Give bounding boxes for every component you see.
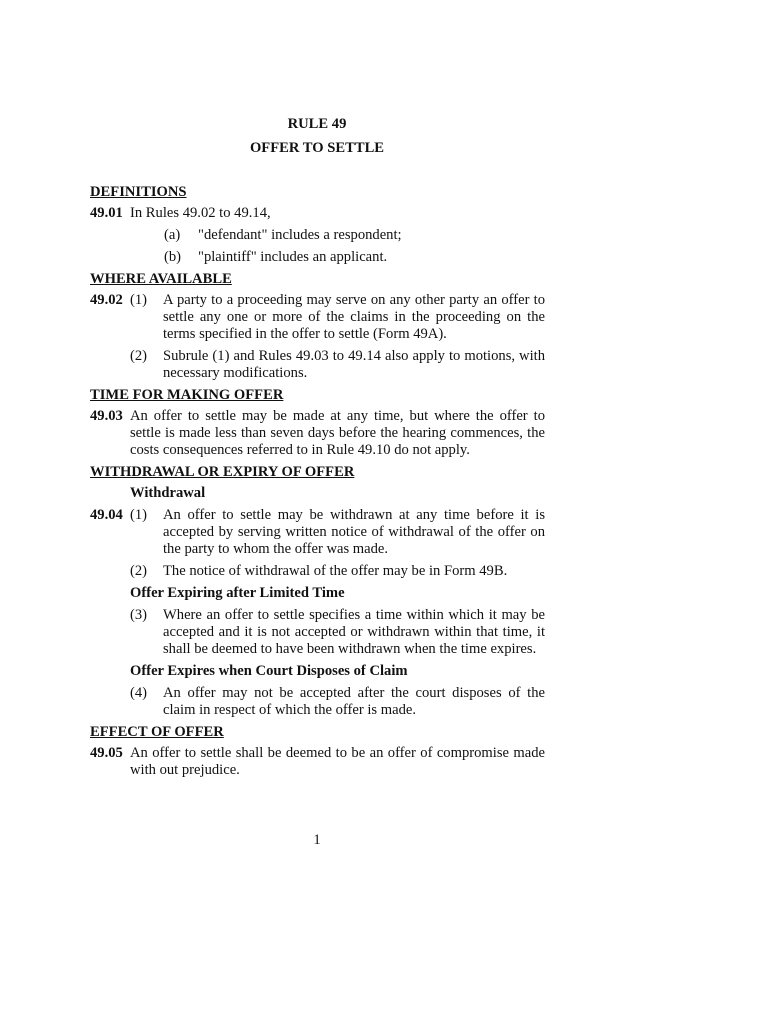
rule-49-04-2 bbox=[90, 563, 545, 580]
heading-withdrawal-or-expiry: WITHDRAWAL OR EXPIRY OF OFFER bbox=[90, 464, 355, 480]
item-text: An offer may not be accepted after the court disposes of the claim in respect of which the offer is made. bbox=[163, 685, 545, 718]
rule-49-02-2 bbox=[90, 348, 545, 382]
item-text: Where an offer to settle specifies a time within which it may be accepted and it is not accepted or withdrawn within that time, it shall be deemed to have been withdrawn when the time expires. bbox=[163, 607, 545, 657]
rule-49-03 bbox=[90, 408, 545, 459]
subheading-offer-expires-court: Offer Expires when Court Disposes of Claim bbox=[130, 663, 408, 679]
section-text: An offer to settle may be made at any time, but where the offer to settle is made less than seven days before the hearing commences, the costs consequences referred to in Rule 49.10 do not apply. bbox=[130, 408, 545, 458]
document-body bbox=[90, 184, 545, 784]
rule-49-05 bbox=[90, 745, 545, 779]
rule-number: RULE 49 bbox=[287, 116, 347, 132]
item-marker: (1) bbox=[130, 507, 148, 523]
section-number: 49.01 bbox=[90, 205, 123, 221]
heading-effect-of-offer: EFFECT OF OFFER bbox=[90, 724, 224, 740]
title-block bbox=[0, 116, 634, 164]
section-number: 49.02 bbox=[90, 292, 123, 308]
item-marker: (2) bbox=[130, 563, 148, 579]
heading-definitions: DEFINITIONS bbox=[90, 184, 187, 200]
item-text: The notice of withdrawal of the offer may be in Form 49B. bbox=[163, 563, 508, 579]
item-marker: (1) bbox=[130, 292, 148, 308]
definition-item bbox=[90, 227, 545, 244]
item-marker: (b) bbox=[164, 249, 182, 265]
heading-where-available: WHERE AVAILABLE bbox=[90, 271, 232, 287]
rule-49-02-1 bbox=[90, 292, 545, 343]
section-number: 49.05 bbox=[90, 745, 123, 761]
subheading-withdrawal: Withdrawal bbox=[130, 485, 206, 501]
item-text: "plaintiff" includes an applicant. bbox=[198, 249, 388, 265]
item-text: A party to a proceeding may serve on any other party an offer to settle any one or more of the claims in the proceeding on the terms specified in the offer to settle (Form 49A). bbox=[163, 292, 545, 342]
rule-49-04-3 bbox=[90, 607, 545, 658]
item-marker: (a) bbox=[164, 227, 181, 243]
section-text: An offer to settle shall be deemed to be an offer of compromise made with out prejudice. bbox=[130, 745, 545, 778]
item-text: An offer to settle may be withdrawn at any time before it is accepted by serving written notice of withdrawal of the offer on the party to whom the offer was made. bbox=[163, 507, 545, 557]
definition-item bbox=[90, 249, 545, 266]
rule-49-04-4 bbox=[90, 685, 545, 719]
page-number: 1 bbox=[313, 832, 321, 848]
rule-49-01 bbox=[90, 205, 545, 222]
heading-time-for-making-offer: TIME FOR MAKING OFFER bbox=[90, 387, 284, 403]
subheading-offer-expiring: Offer Expiring after Limited Time bbox=[130, 585, 345, 601]
rule-49-04-1 bbox=[90, 507, 545, 558]
item-marker: (2) bbox=[130, 348, 148, 364]
item-marker: (3) bbox=[130, 607, 148, 623]
item-text: "defendant" includes a respondent; bbox=[198, 227, 402, 243]
section-number: 49.03 bbox=[90, 408, 123, 424]
section-text: In Rules 49.02 to 49.14, bbox=[130, 205, 271, 221]
item-marker: (4) bbox=[130, 685, 148, 701]
rule-title: OFFER TO SETTLE bbox=[249, 140, 385, 156]
item-text: Subrule (1) and Rules 49.03 to 49.14 also apply to motions, with necessary modifications. bbox=[163, 348, 545, 381]
section-number: 49.04 bbox=[90, 507, 123, 523]
